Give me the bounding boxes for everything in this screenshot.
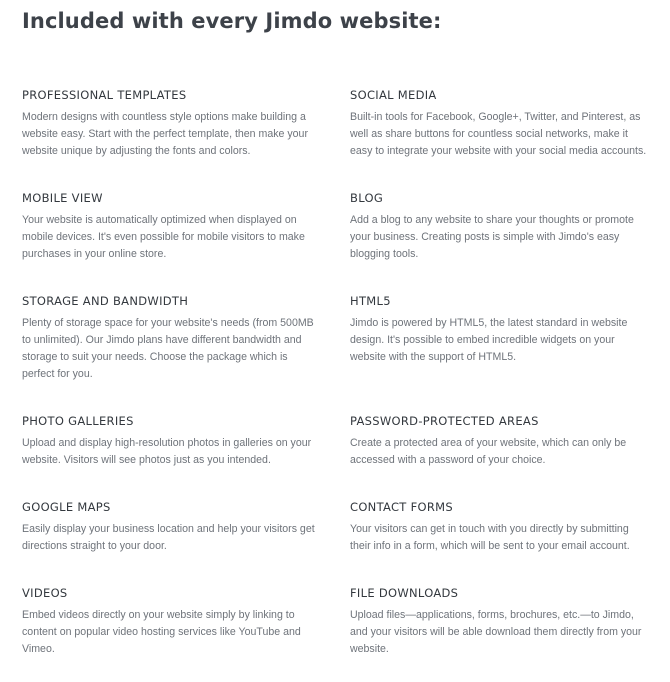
feature-password-protected-areas <box>350 414 650 469</box>
feature-title: PROFESSIONAL TEMPLATES <box>22 88 187 102</box>
feature-mobile-view <box>22 191 322 263</box>
feature-description: Create a protected area of your website, which can only be accessed with a password of your choice. <box>350 437 627 466</box>
feature-description: Add a blog to any website to share your thoughts or promote your business. Creating posts is simple with Jimdo's easy blogging tools. <box>350 214 634 260</box>
page-title: Included with every Jimdo website: <box>22 9 442 33</box>
feature-contact-forms <box>350 500 650 555</box>
feature-file-downloads <box>350 586 650 658</box>
feature-title: VIDEOS <box>22 586 68 600</box>
feature-photo-galleries <box>22 414 322 469</box>
feature-description: Embed videos directly on your website simply by linking to content on popular video hosting services like YouTube and Vimeo. <box>22 609 301 655</box>
feature-description: Plenty of storage space for your website's needs (from 500MB to unlimited). Our Jimdo plans have different bandwidth and storage to suit your needs. Choose the package which is perfect for you. <box>22 317 314 380</box>
feature-description: Easily display your business location and help your visitors get directions straight to your door. <box>22 523 315 552</box>
feature-title: FILE DOWNLOADS <box>350 586 459 600</box>
feature-description: Jimdo is powered by HTML5, the latest standard in website design. It's possible to embed incredible widgets on your website with the support of HTML5. <box>350 317 628 363</box>
feature-videos <box>22 586 322 658</box>
feature-description: Upload files—applications, forms, brochures, etc.—to Jimdo, and your visitors will be able download them directly from your website. <box>350 609 642 655</box>
feature-description: Your website is automatically optimized when displayed on mobile devices. It's even possible for mobile visitors to make purchases in your online store. <box>22 214 305 260</box>
feature-title: STORAGE AND BANDWIDTH <box>22 294 189 308</box>
feature-title: MOBILE VIEW <box>22 191 103 205</box>
feature-html5 <box>350 294 650 366</box>
feature-description: Upload and display high-resolution photos in galleries on your website. Visitors will see photos just as you intended. <box>22 437 312 466</box>
feature-professional-templates <box>22 88 322 160</box>
feature-title: CONTACT FORMS <box>350 500 453 514</box>
feature-description: Modern designs with countless style options make building a website easy. Start with the perfect template, then make your website unique by adjusting the fonts and colors. <box>22 111 308 157</box>
feature-google-maps <box>22 500 322 555</box>
feature-storage-and-bandwidth <box>22 294 322 383</box>
feature-title: PHOTO GALLERIES <box>22 414 134 428</box>
feature-title: HTML5 <box>350 294 391 308</box>
feature-title: BLOG <box>350 191 384 205</box>
feature-title: PASSWORD-PROTECTED AREAS <box>350 414 539 428</box>
feature-description: Built-in tools for Facebook, Google+, Twitter, and Pinterest, as well as share buttons for countless social networks, make it easy to integrate your website with your social media accounts. <box>350 111 647 157</box>
feature-description: Your visitors can get in touch with you directly by submitting their info in a form, which will be sent to your email account. <box>350 523 630 552</box>
feature-title: GOOGLE MAPS <box>22 500 111 514</box>
feature-social-media <box>350 88 650 160</box>
feature-blog <box>350 191 650 263</box>
feature-title: SOCIAL MEDIA <box>350 88 437 102</box>
